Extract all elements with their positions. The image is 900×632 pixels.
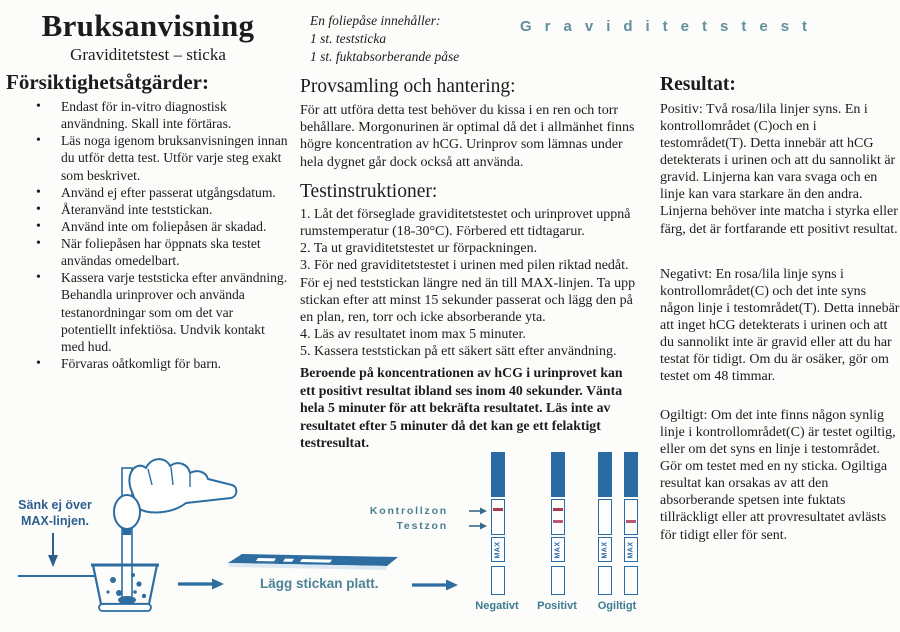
instruction-step: 3. För ned graviditetstestet i urinen med pilen riktad nedåt. För ej ned teststickan längre ned än till MAX-linjen. Ta upp stickan efter att minst 15 sekunder passerat och lägg den på en plan, ren, torr och icke absorberande yta. [300,258,636,325]
result-label-positive: Positivt [537,600,577,612]
stick-absorbent-tip [624,566,638,595]
step-arrow-icon [178,578,224,590]
stick-max-mark [491,537,505,562]
stick-result-window [624,499,638,535]
flat-stick-illustration [228,552,398,576]
dip-warning-line1: Sänk ej över [18,498,92,512]
stick-handle [551,452,565,497]
stick-result-window [551,499,565,535]
stick-max-mark [624,537,638,562]
control-line [493,508,503,511]
instruction-step: 1. Låt det förseglade graviditetstestet och urinprovet uppnå rumstemperatur (18-30°C). Förbered ett tidtagarur. [300,207,631,240]
stick-max-mark [551,537,565,562]
control-zone-arrow-icon [469,507,487,515]
step-arrow-icon [412,579,458,591]
stick-result-window [491,499,505,535]
stick-absorbent-tip [598,566,612,595]
test-line [626,520,636,523]
stick-handle [598,452,612,497]
test-stick-positive [551,452,565,595]
precaution-item: • Återanvänd inte teststickan. [34,201,290,218]
sampling-heading: Provsamling och hantering: [300,76,516,97]
precautions-list [6,98,290,372]
test-zone-arrow-icon [469,522,487,530]
instruction-step: 4. Läs av resultatet inom max 5 minuter. [300,326,526,342]
precaution-item: • Använd ej efter passerat utgångsdatum. [34,184,290,201]
result-negative-text: Negativt: En rosa/lila linje syns i kontrollområdet(C) och det inte syns någon linje i testområdet(T). Detta innebär att inget hCG detekterats i urinen och att du sannolikt inte är gravid eller att du har testat för tidigt. Om du är osäker, gör om testet om 48 timmar. [660,267,900,385]
page-subtitle: Graviditetstest – sticka [70,45,226,64]
precaution-item: • Läs noga igenom bruksanvisningen innan du utför detta test. Utför varje steg exakt som beskrivet. [34,132,290,183]
max-label: MAX [554,540,562,559]
max-level-line [18,575,96,577]
instructions-steps [300,206,646,360]
test-sticks [487,452,652,612]
dip-warning-label [12,497,98,530]
result-positive-text: Positiv: Två rosa/lila linjer syns. En i kontrollområdet (C)och en i testområdet(T). Detta innebär att hCG detekterats i urinen och att du sannolikt är gravid. Linjerna kan vara svaga och en linje kan vara starkare än den andra. Linjerna behöver inte matcha i styrka eller färg, det är fortfarande ett positivt resultat. [660,102,898,237]
stick-absorbent-tip [491,566,505,595]
dip-test-illustration [88,452,240,617]
test-stick-invalid-testonly [624,452,638,595]
max-label: MAX [601,540,609,559]
pouch-line: 1 st. fuktabsorberande påse [310,48,460,64]
precaution-item: • Använd inte om foliepåsen är skadad. [34,218,290,235]
max-label: MAX [494,540,502,559]
instruction-step: 2. Ta ut graviditetstestet ur förpackningen. [300,241,538,257]
dip-warning-line2: MAX-linjen. [20,514,90,529]
timing-note: Beroende på koncentrationen av hCG i urinprovet kan ett positivt resultat ibland ses inom 40 sekunder. Vänta hela 5 minuter för att bekräfta resultatet. Läs inte av resultatet efter 5 minuter då det kan ge ett felaktigt testresultat. [300,365,623,451]
brand-wordmark: Graviditetstest [520,18,821,35]
precaution-item: • Endast för in-vitro diagnostisk användning. Skall inte förtäras. [34,98,290,132]
precaution-item: • När foliepåsen har öppnats ska testet användas omedelbart. [34,235,290,269]
stick-handle [491,452,505,497]
instructions-heading: Testinstruktioner: [300,181,438,202]
control-line [553,508,563,511]
stick-handle [624,452,638,497]
pouch-line: En foliepåse innehåller: [310,13,441,28]
result-label-invalid: Ogiltigt [597,600,637,612]
pouch-line: 1 st. teststicka [310,30,387,46]
precautions-heading: Försiktighetsåtgärder: [6,70,209,94]
result-label-negative: Negativt [475,600,519,612]
stick-max-mark [598,537,612,562]
page-title: Bruksanvisning [41,8,255,43]
test-stick-negative [491,452,505,595]
precaution-item: • Förvaras oåtkomligt för barn. [34,355,290,372]
instruction-step: 5. Kassera teststickan på ett säkert sätt efter användning. [300,344,617,360]
results-heading: Resultat: [660,74,736,95]
pouch-contents [310,12,459,65]
left-column [6,8,290,372]
down-arrow-icon [47,533,59,567]
precaution-item: • Kassera varje teststicka efter användning. Behandla urinprover och använda testanordningar som om det var potentiellt infektiösa. Undvik kontakt med hud. [34,269,290,355]
test-zone-label: Testzon [396,520,448,532]
flat-stick-label: Lägg stickan platt. [260,576,379,591]
test-line [553,520,563,523]
stick-result-window [598,499,612,535]
result-invalid-text: Ogiltigt: Om det inte finns någon synlig linje i kontrollområdet(C) är testet ogiltig, eller om det syns en linje i testområdet. Gör om testet med en ny sticka. Ogiltiga resultat kan orsakas av att den absorberande spetsen inte fuktats tillräckligt eller att provresultatet avlästs för tidigt eller för sent. [660,408,896,543]
max-label: MAX [627,540,635,559]
sampling-text: För att utföra detta test behöver du kissa i en ren och torr behållare. Morgonurinen är optimal då det i allmänhet finns högre koncentration av hCG. Urinprov som lämnas under hela dygnet går dock också att använda. [300,103,635,170]
test-stick-invalid-blank [598,452,612,595]
stick-absorbent-tip [551,566,565,595]
control-zone-label: Kontrollzon [369,505,448,517]
